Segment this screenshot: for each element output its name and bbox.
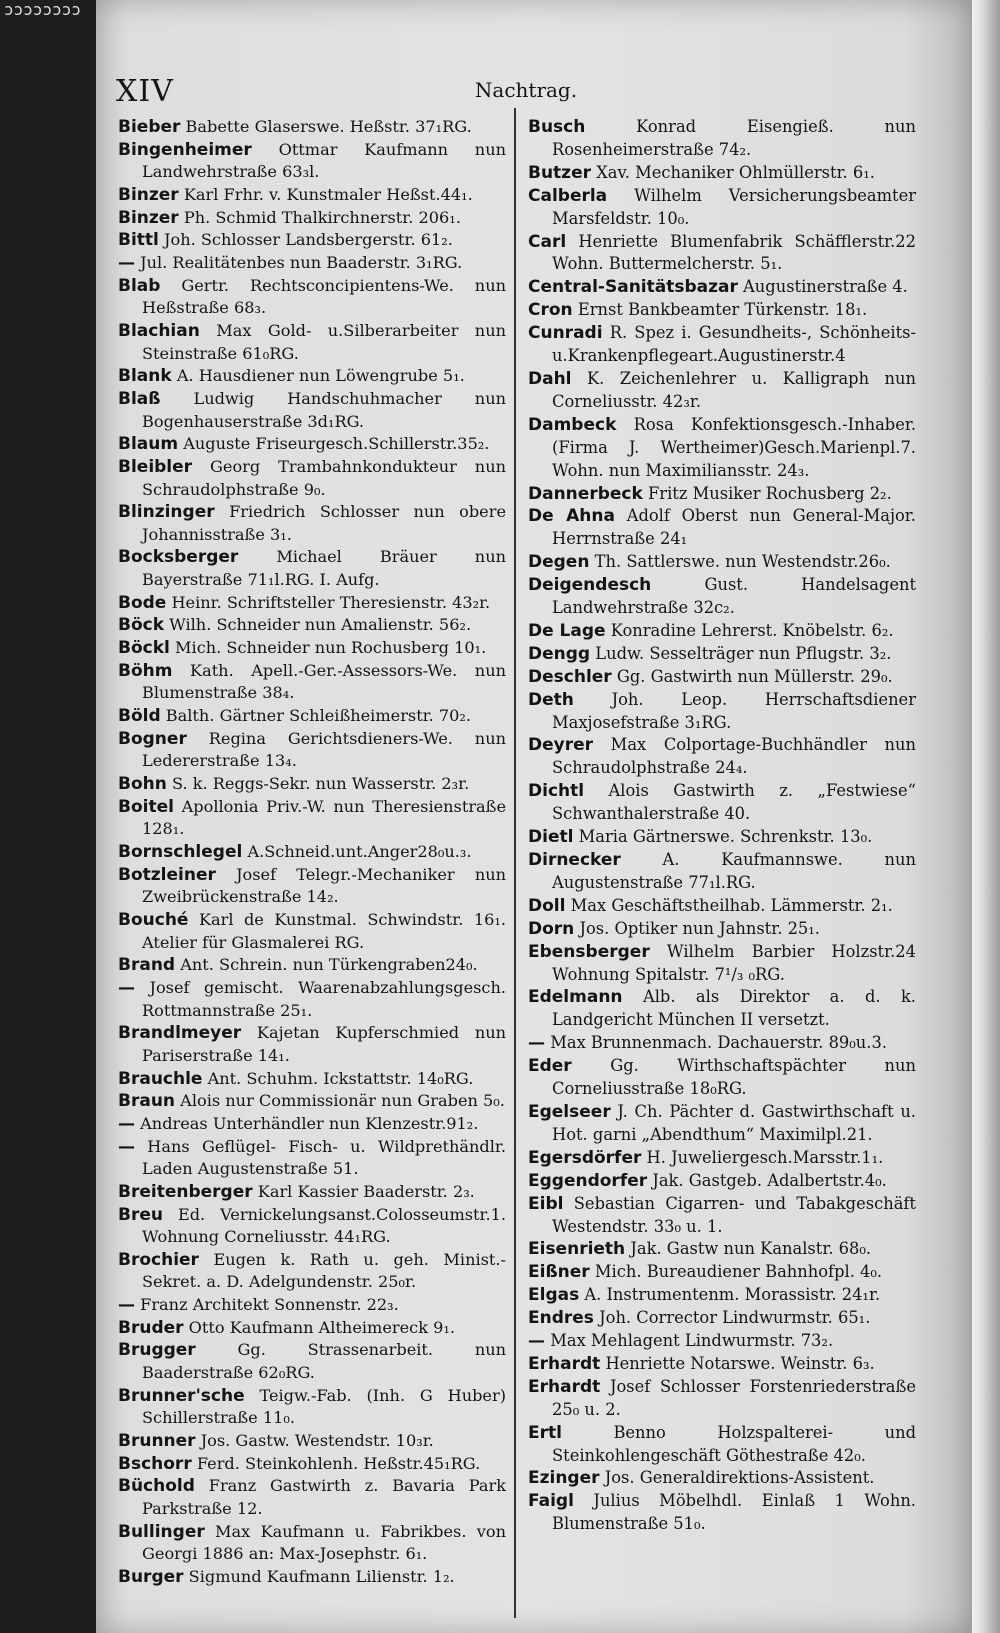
entry-text: Eugen k. Rath u. geh. Minist.-Sekret. a. D. Adelgundenstr. 25₀r. [142, 1249, 506, 1292]
entry-name: Deth [528, 689, 574, 710]
directory-entry [118, 1113, 506, 1136]
entry-text: Jul. Realitätenbes nun Baaderstr. 3₁RG. [140, 252, 463, 272]
directory-entry [528, 689, 916, 735]
entry-text: Heinr. Schriftsteller Theresienstr. 43₂r. [171, 592, 491, 612]
directory-entry [528, 185, 916, 231]
directory-entry [118, 1430, 506, 1453]
directory-entry [118, 252, 506, 275]
entry-text: A.Schneid.unt.Anger28₀u.₃. [247, 842, 472, 861]
entry-name: Dietl [528, 827, 574, 848]
entry-name: Brochier [118, 1249, 199, 1270]
entry-name: Böld [118, 706, 161, 727]
entry-name: Dengg [528, 643, 591, 664]
directory-entry [528, 231, 916, 277]
directory-entry [118, 796, 506, 841]
entry-name: Dambeck [528, 414, 617, 435]
directory-entry [528, 780, 916, 826]
entry-name: Büchold [118, 1476, 195, 1497]
entry-text: Max Gold- u.Silberarbeiter nun Steinstraße 61₀RG. [142, 320, 506, 363]
entry-name: Carl [528, 231, 567, 252]
entry-text: R. Spez i. Gesundheits-, Schönheits-u.Krankenpflegeart.Augustinerstr.4 [552, 323, 916, 366]
entry-text: Sebastian Cigarren- und Tabakgeschäft Westendstr. 33₀ u. 1. [552, 1193, 916, 1236]
entry-text: Jos. Gastw. Westendstr. 10₃r. [200, 1431, 434, 1451]
directory-entry [528, 505, 916, 551]
directory-entry [528, 574, 916, 620]
directory-entry [528, 1261, 916, 1284]
directory-entry [118, 546, 506, 591]
entry-text: Wilhelm Barbier Holzstr.24 Wohnung Spitalstr. 7¹/₃ ₀RG. [552, 941, 916, 984]
entry-text: H. Juweliergesch.Marsstr.1₁. [646, 1147, 884, 1167]
entry-name: Bingenheimer [118, 139, 252, 160]
directory-entry [528, 1055, 916, 1101]
entry-text: Babette Glaserswe. Heßstr. 37₁RG. [185, 117, 472, 136]
directory-entry [528, 1284, 916, 1307]
directory-entry [528, 734, 916, 780]
directory-entry [118, 275, 506, 320]
entry-name: Bschorr [118, 1453, 192, 1474]
entry-text: Gertr. Rechtsconcipientens-We. nun Heßstraße 68₃. [142, 275, 506, 318]
entry-text: Josef Telegr.-Mechaniker nun Zweibrückenstraße 14₂. [142, 864, 506, 907]
entry-name: Brunner [118, 1431, 196, 1452]
entry-text: Regina Gerichtsdieners-We. nun Ledererstraße 13₄. [142, 728, 506, 771]
entry-name: Brunner'sche [118, 1385, 245, 1406]
directory-entry [118, 320, 506, 365]
entry-name: Blaß [118, 388, 161, 409]
directory-entry [118, 1090, 506, 1113]
entry-name: Doll [528, 895, 566, 916]
entry-name: Cron [528, 300, 573, 321]
directory-entry [528, 1422, 916, 1468]
directory-entry [528, 299, 916, 322]
entry-name: Bocksberger [118, 547, 239, 568]
directory-entry [528, 849, 916, 895]
directory-entry [118, 1204, 506, 1249]
scan-left-margin [0, 0, 96, 1633]
entry-name: — [118, 1295, 135, 1316]
entry-text: Joh. Corrector Lindwurmstr. 65₁. [599, 1308, 871, 1328]
directory-entry [528, 643, 916, 666]
entry-name: Dirnecker [528, 850, 621, 870]
entry-name: Boitel [118, 796, 174, 817]
directory-entry [528, 276, 916, 299]
directory-entry [528, 368, 916, 414]
entry-name: Binzer [118, 184, 179, 205]
entry-text: Gg. Wirthschaftspächter nun Corneliusstraße 18₀RG. [552, 1056, 916, 1099]
entry-text: Gg. Gastwirth nun Müllerstr. 29₀. [616, 666, 893, 686]
entry-name: Breitenberger [118, 1181, 253, 1202]
entry-text: Ant. Schuhm. Ickstattstr. 14₀RG. [207, 1068, 474, 1088]
entry-text: Franz Architekt Sonnenstr. 22₃. [140, 1295, 399, 1315]
entry-name: Brugger [118, 1340, 196, 1361]
entry-name: Erhardt [528, 1376, 601, 1397]
entry-name: Blab [118, 275, 161, 296]
entry-text: J. Ch. Pächter d. Gastwirthschaft u. Hot. garni „Abendthum“ Maximilpl.21. [552, 1101, 916, 1144]
entry-name: Böckl [118, 638, 170, 659]
entry-text: Ant. Schrein. nun Türkengraben24₀. [180, 955, 478, 975]
directory-entry [118, 1249, 506, 1294]
directory-entry [528, 551, 916, 574]
entry-text: Augustinerstraße 4. [743, 277, 908, 297]
entry-name: Deyrer [528, 735, 594, 756]
entry-name: Böhm [118, 660, 173, 681]
entry-text: Karl Kassier Baaderstr. 2₃. [257, 1181, 475, 1201]
directory-entry [528, 1101, 916, 1147]
entry-text: Georg Trambahnkondukteur nun Schraudolphstraße 9₀. [142, 456, 506, 499]
entry-text: Karl de Kunstmal. Schwindstr. 16₁. Atelier für Glasmalerei RG. [142, 909, 506, 952]
directory-entry [528, 1353, 916, 1376]
entry-text: A. Hausdiener nun Löwengrube 5₁. [176, 366, 465, 386]
entry-name: Blaum [118, 434, 179, 455]
entry-name: Dannerbeck [528, 483, 643, 504]
entry-text: Max Geschäftstheilhab. Lämmerstr. 2₁. [570, 895, 893, 915]
entry-text: Jak. Gastw nun Kanalstr. 68₀. [630, 1239, 872, 1259]
entry-name: Blachian [118, 320, 200, 341]
scan-corner-mark: ɔɔɔɔɔɔɔɔ [4, 0, 82, 19]
entry-name: — [118, 1113, 135, 1134]
entry-text: Kath. Apell.-Ger.-Assessors-We. nun Blumenstraße 38₄. [142, 660, 506, 703]
entry-name: Bouché [118, 909, 189, 930]
entry-text: Balth. Gärtner Schleißheimerstr. 70₂. [165, 706, 472, 726]
entry-text: Julius Möbelhdl. Einlaß 1 Wohn. Blumenstraße 51₀. [552, 1491, 916, 1534]
directory-entry [528, 620, 916, 643]
entry-name: Böck [118, 615, 165, 636]
entry-name: Erhardt [528, 1353, 601, 1374]
entry-name: Eisenrieth [528, 1239, 626, 1260]
entry-name: Brand [118, 955, 176, 976]
entry-name: Calberla [528, 185, 608, 206]
directory-entry [118, 365, 506, 388]
entry-text: Ferd. Steinkohlenh. Heßstr.45₁RG. [196, 1453, 481, 1473]
entry-text: Joh. Schlosser Landsbergerstr. 61₂. [164, 230, 453, 250]
entry-text: Andreas Unterhändler nun Klenzestr.91₂. [140, 1113, 479, 1133]
entry-text: Alois Gastwirth z. „Festwiese“ Schwanthalerstraße 40. [552, 781, 916, 824]
entry-text: Wilh. Schneider nun Amalienstr. 56₂. [169, 615, 472, 635]
directory-entry [528, 483, 916, 506]
directory-entry [118, 1136, 506, 1181]
entry-text: Jos. Optiker nun Jahnstr. 25₁. [579, 918, 820, 938]
entry-name: Butzer [528, 162, 591, 183]
entry-name: Ebensberger [528, 941, 650, 962]
directory-entry [118, 1022, 506, 1067]
entry-text: Hans Geflügel- Fisch- u. Wildprethändlr. Laden Augustenstraße 51. [142, 1136, 507, 1179]
entry-text: Apollonia Priv.-W. nun Theresienstraße 128₁. [142, 796, 507, 839]
directory-entry [118, 954, 506, 977]
column-divider [514, 108, 516, 1618]
entry-name: Blank [118, 366, 172, 387]
left-column [118, 116, 506, 1589]
entry-text: Ph. Schmid Thalkirchnerstr. 206₁. [183, 207, 461, 227]
directory-entry [528, 1147, 916, 1170]
directory-entry [118, 1566, 506, 1589]
entry-text: Ludwig Handschuhmacher nun Bogenhauserstraße 3d₁RG. [142, 388, 506, 431]
entry-name: Central-Sanitätsbazar [528, 277, 738, 298]
directory-entry [528, 322, 916, 368]
page-edge [972, 0, 1000, 1633]
entry-name: Cunradi [528, 323, 603, 344]
directory-entry [118, 592, 506, 615]
directory-entry [528, 666, 916, 689]
entry-text: Joh. Leop. Herrschaftsdiener Maxjosefstraße 3₁RG. [552, 689, 916, 732]
entry-name: Elgas [528, 1285, 580, 1306]
entry-text: Maria Gärtnerswe. Schrenkstr. 13₀. [578, 827, 873, 847]
directory-entry [118, 139, 506, 184]
entry-text: Otto Kaufmann Altheimereck 9₁. [188, 1317, 455, 1337]
directory-entry [118, 864, 506, 909]
directory-entry [118, 456, 506, 501]
directory-entry [118, 388, 506, 433]
entry-text: Ludw. Sesselträger nun Pflugstr. 3₂. [595, 643, 892, 663]
directory-entry [118, 1181, 506, 1204]
directory-entry [118, 1294, 506, 1317]
entry-name: Botzleiner [118, 864, 216, 885]
directory-entry [528, 414, 916, 483]
directory-entry [118, 637, 506, 660]
page-header [116, 74, 936, 114]
entry-name: Bleibler [118, 456, 193, 477]
directory-entry [118, 1453, 506, 1476]
directory-entry [528, 895, 916, 918]
directory-entry [528, 1490, 916, 1536]
entry-name: Bohn [118, 774, 167, 795]
entry-name: — [118, 1136, 135, 1157]
entry-name: Deigendesch [528, 575, 652, 596]
entry-text: Ed. Vernickelungsanst.Colosseumstr.1. Wohnung Corneliusstr. 44₁RG. [142, 1204, 506, 1247]
entry-name: Bruder [118, 1317, 184, 1338]
entry-name: Busch [528, 117, 586, 137]
entry-name: Binzer [118, 207, 179, 228]
entry-text: Gg. Strassenarbeit. nun Baaderstraße 62₀RG. [142, 1340, 507, 1383]
entry-name: Egelseer [528, 1101, 611, 1122]
directory-entry [528, 1376, 916, 1422]
directory-entry [528, 1170, 916, 1193]
directory-entry [118, 1475, 506, 1520]
running-title: Nachtrag. [474, 78, 578, 102]
entry-text: Mich. Schneider nun Rochusberg 10₁. [175, 638, 487, 658]
entry-text: Th. Sattlerswe. nun Westendstr.26₀. [594, 552, 891, 572]
entry-text: Mich. Bureaudiener Bahnhofpl. 4₀. [594, 1262, 883, 1282]
entry-text: Auguste Friseurgesch.Schillerstr.35₂. [183, 434, 490, 454]
directory-entry [118, 1521, 506, 1566]
directory-entry [528, 162, 916, 185]
right-column [528, 116, 916, 1536]
entry-name: Dahl [528, 368, 572, 389]
entry-name: Bornschlegel [118, 842, 243, 862]
entry-name: — [118, 252, 135, 273]
entry-name: Dorn [528, 918, 575, 939]
entry-text: Franz Gastwirth z. Bavaria Park Parkstraße 12. [142, 1476, 507, 1519]
entry-text: A. Kaufmannswe. nun Augustenstraße 77₁l.RG. [552, 850, 916, 892]
entry-name: Ezinger [528, 1468, 600, 1489]
entry-text: Josef Schlosser Forstenriederstraße 25₀ u. 2. [552, 1376, 916, 1419]
entry-text: Ernst Bankbeamter Türkenstr. 18₁. [577, 300, 868, 320]
entry-name: Eibl [528, 1193, 564, 1214]
entry-text: Teigw.-Fab. (Inh. G Huber) Schillerstraße 11₀. [142, 1385, 506, 1428]
directory-entry [528, 1330, 916, 1353]
entry-text: Michael Bräuer nun Bayerstraße 71₁l.RG. I. Aufg. [142, 547, 506, 590]
entry-name: Deschler [528, 666, 612, 687]
entry-text: K. Zeichenlehrer u. Kalligraph nun Corneliusstr. 42₃r. [552, 368, 916, 411]
entry-name: Ertl [528, 1422, 562, 1443]
entry-text: Rosa Konfektionsgesch.-Inhaber. (Firma J. Wertheimer)Gesch.Marienpl.7. Wohn. nun Maximiliansstr. 24₃. [552, 414, 916, 480]
entry-text: Sigmund Kaufmann Lilienstr. 1₂. [188, 1567, 455, 1586]
entry-text: Benno Holzspalterei- und Steinkohlengeschäft Göthestraße 42₀. [552, 1422, 916, 1465]
entry-text: Jos. Generaldirektions-Assistent. [604, 1468, 875, 1488]
directory-entry [118, 184, 506, 207]
directory-entry [528, 1467, 916, 1490]
directory-entry [528, 1238, 916, 1261]
directory-entry [528, 116, 916, 162]
page-number: XIV [116, 74, 174, 109]
entry-text: Alb. als Direktor a. d. k. Landgericht München II versetzt. [552, 987, 916, 1030]
entry-text: S. k. Reggs-Sekr. nun Wasserstr. 2₃r. [171, 774, 470, 794]
entry-text: Kajetan Kupferschmied nun Pariserstraße 14₁. [142, 1023, 506, 1065]
entry-name: Blinzinger [118, 502, 215, 523]
entry-name: Bullinger [118, 1521, 205, 1542]
entry-name: Dichtl [528, 781, 585, 802]
entry-name: — [528, 1033, 545, 1054]
entry-name: Eißner [528, 1262, 590, 1283]
directory-entry [528, 941, 916, 987]
directory-entry [118, 773, 506, 796]
entry-name: Braun [118, 1091, 176, 1112]
directory-entry [118, 207, 506, 230]
directory-entry [118, 614, 506, 637]
entry-name: Bieber [118, 117, 181, 137]
directory-entry [118, 705, 506, 728]
directory-entry [118, 1317, 506, 1340]
entry-text: Alois nur Commissionär nun Graben 5₀. [180, 1091, 505, 1111]
entry-name: Faigl [528, 1491, 574, 1512]
entry-text: Fritz Musiker Rochusberg 2₂. [647, 483, 892, 503]
entry-text: Jak. Gastgeb. Adalbertstr.4₀. [652, 1170, 887, 1190]
entry-text: Karl Frhr. v. Kunstmaler Heßst.44₁. [183, 184, 473, 204]
directory-entry [528, 918, 916, 941]
entry-text: Friedrich Schlosser nun obere Johannisstraße 3₁. [142, 502, 506, 544]
entry-name: Degen [528, 552, 590, 573]
entry-text: Max Mehlagent Lindwurmstr. 73₂. [550, 1331, 834, 1351]
directory-entry [118, 1068, 506, 1091]
directory-entry [528, 1032, 916, 1055]
entry-text: Henriette Blumenfabrik Schäfflerstr.22 Wohn. Buttermelcherstr. 5₁. [552, 231, 916, 274]
directory-entry [118, 116, 506, 139]
directory-entry [528, 1307, 916, 1330]
entry-text: Max Brunnenmach. Dachauerstr. 89₀u.3. [550, 1033, 888, 1053]
entry-text: Josef gemischt. Waarenabzahlungsgesch. Rottmannstraße 25₁. [142, 977, 506, 1020]
entry-text: Konrad Eisengieß. nun Rosenheimerstraße 74₂. [552, 117, 916, 159]
entry-text: Max Kaufmann u. Fabrikbes. von Georgi 1886 an: Max-Josephstr. 6₁. [142, 1521, 506, 1564]
entry-name: Eggendorfer [528, 1170, 648, 1191]
entry-text: Max Colportage-Buchhändler nun Schraudolphstraße 24₄. [552, 735, 916, 778]
entry-text: Ottmar Kaufmann nun Landwehrstraße 63₃l. [142, 139, 506, 182]
directory-entry [118, 1339, 506, 1384]
directory-entry [118, 660, 506, 705]
entry-text: Konradine Lehrerst. Knöbelstr. 6₂. [610, 620, 894, 640]
entry-name: Eder [528, 1056, 572, 1077]
entry-name: Egersdörfer [528, 1147, 642, 1168]
directory-entry [118, 229, 506, 252]
directory-entry [118, 433, 506, 456]
entry-text: Adolf Oberst nun General-Major. Herrnstraße 24₁ [552, 506, 916, 549]
directory-entry [528, 1193, 916, 1239]
entry-text: Henriette Notarswe. Weinstr. 6₃. [605, 1353, 875, 1373]
entry-name: Bode [118, 592, 167, 613]
entry-text: Xav. Mechaniker Ohlmüllerstr. 6₁. [596, 162, 875, 182]
entry-text: Gust. Handelsagent Landwehrstraße 32c₂. [552, 575, 916, 618]
directory-entry [118, 909, 506, 954]
entry-name: — [528, 1331, 545, 1352]
entry-name: Breu [118, 1204, 163, 1225]
directory-entry [528, 986, 916, 1032]
entry-name: Edelmann [528, 987, 623, 1008]
entry-text: A. Instrumentenm. Morassistr. 24₁r. [584, 1285, 881, 1305]
entry-name: Endres [528, 1308, 594, 1329]
entry-name: De Lage [528, 620, 606, 641]
directory-entry [118, 841, 506, 864]
directory-entry [118, 1385, 506, 1430]
entry-name: Burger [118, 1567, 184, 1587]
directory-entry [118, 977, 506, 1022]
directory-entry [118, 501, 506, 546]
entry-name: Brauchle [118, 1068, 203, 1089]
entry-name: — [118, 977, 135, 998]
directory-entry [528, 826, 916, 849]
entry-name: De Ahna [528, 506, 615, 527]
entry-name: Brandlmeyer [118, 1023, 242, 1044]
entry-text: Wilhelm Versicherungsbeamter Marsfeldstr. 10₀. [552, 185, 916, 228]
entry-name: Bogner [118, 728, 187, 749]
entry-name: Bittl [118, 230, 159, 251]
directory-entry [118, 728, 506, 773]
